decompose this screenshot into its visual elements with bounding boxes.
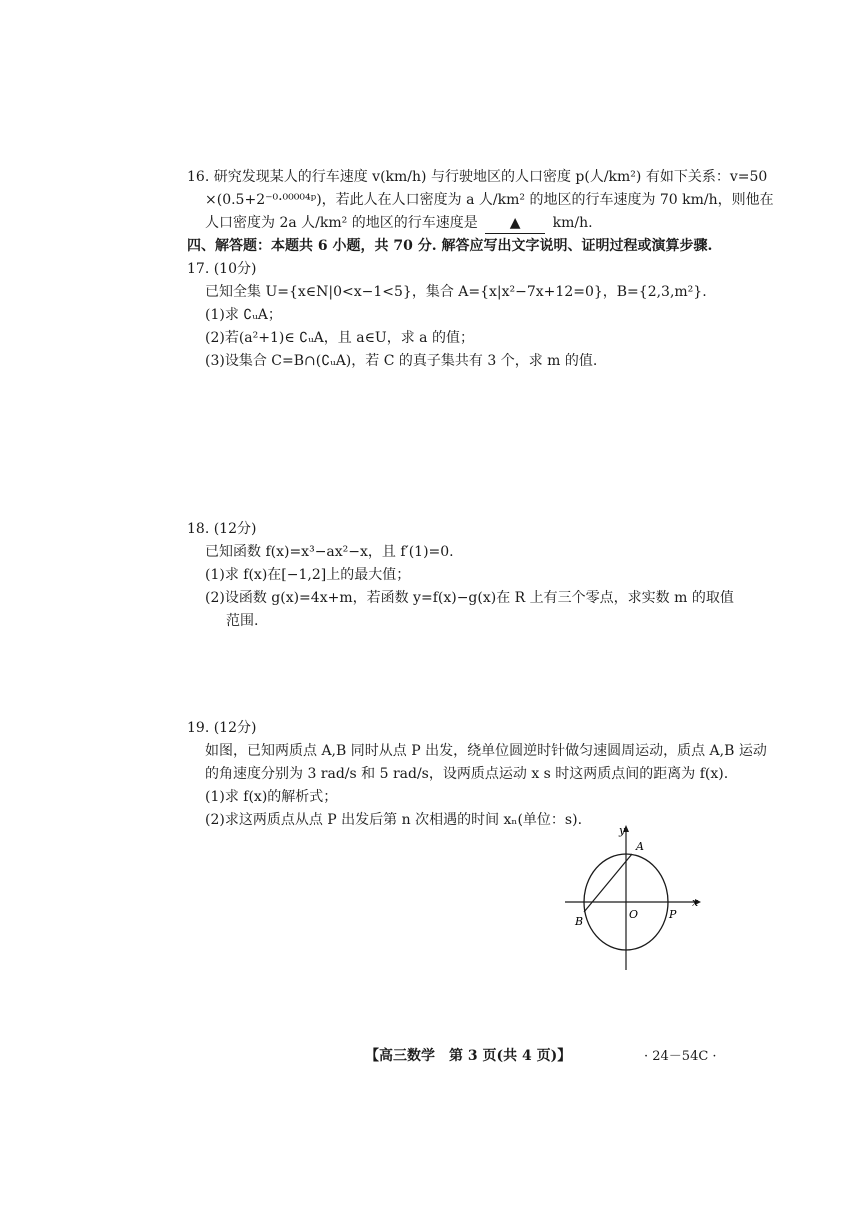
q18-header: 18. (12分) [187, 521, 257, 537]
q17-header: 17. (10分) [187, 261, 257, 277]
section-heading: 四、解答题：本题共 6 小题，共 70 分. 解答应写出文字说明、证明过程或演算步骤. [187, 238, 713, 254]
q17-stem: 已知全集 U={x∈N|0<x−1<5}，集合 A={x|x²−7x+12=0}，B={2,3,m²}. [205, 284, 707, 300]
label-a: A [636, 840, 644, 853]
answer-blank: ▲ [485, 213, 545, 234]
q16-line3-text: 人口密度为 2a 人/km² 的地区的行车速度是 [205, 215, 478, 231]
paper-code: · 24－54C · [644, 1049, 717, 1064]
q17-part1: (1)求 ∁ᵤA； [205, 307, 282, 323]
q19-stem-line2: 的角速度分别为 3 rad/s 和 5 rad/s，设两质点运动 x s 时这两质点间的距离为 f(x). [205, 766, 729, 782]
page-footer: 【高三数学 第 3 页(共 4 页)】 [365, 1048, 572, 1064]
chord-ab [584, 854, 632, 912]
label-b: B [575, 915, 584, 928]
q18-part2-cont: 范围. [226, 613, 259, 629]
q18-stem: 已知函数 f(x)=x³−ax²−x，且 f′(1)=0. [205, 544, 454, 560]
q19-header: 19. (12分) [187, 720, 257, 736]
q16-line3-unit: km/h. [552, 215, 593, 231]
label-x: x [692, 896, 699, 909]
q19-stem-line1: 如图，已知两质点 A,B 同时从点 P 出发，绕单位圆逆时针做匀速圆周运动，质点 A,B 运动 [205, 743, 767, 759]
q16-line1: 16. 研究发现某人的行车速度 v(km/h) 与行驶地区的人口密度 p(人/km²) 有如下关系：v=50 [187, 169, 768, 185]
q17-part2: (2)若(a²+1)∈ ∁ᵤA，且 a∈U，求 a 的值； [205, 330, 474, 346]
q18-part1: (1)求 f(x)在[−1,2]上的最大值； [205, 567, 411, 583]
label-y: y [619, 824, 626, 837]
q19-part1: (1)求 f(x)的解析式； [205, 789, 338, 805]
q17-part3: (3)设集合 C=B∩(∁ᵤA)，若 C 的真子集共有 3 个，求 m 的值. [205, 353, 598, 369]
q19-part2: (2)求这两质点从点 P 出发后第 n 次相遇的时间 xₙ(单位：s). [205, 812, 583, 828]
q16-line3 [205, 213, 593, 234]
label-p: P [669, 908, 677, 921]
q16-line2: ×(0.5+2⁻⁰·⁰⁰⁰⁰⁴ᵖ)，若此人在人口密度为 a 人/km² 的地区的行车速度为 70 km/h，则他在 [205, 192, 774, 208]
unit-circle-figure [560, 820, 705, 975]
q18-part2: (2)设函数 g(x)=4x+m，若函数 y=f(x)−g(x)在 R 上有三个零点，求实数 m 的取值 [205, 590, 734, 606]
label-o: O [629, 908, 639, 921]
